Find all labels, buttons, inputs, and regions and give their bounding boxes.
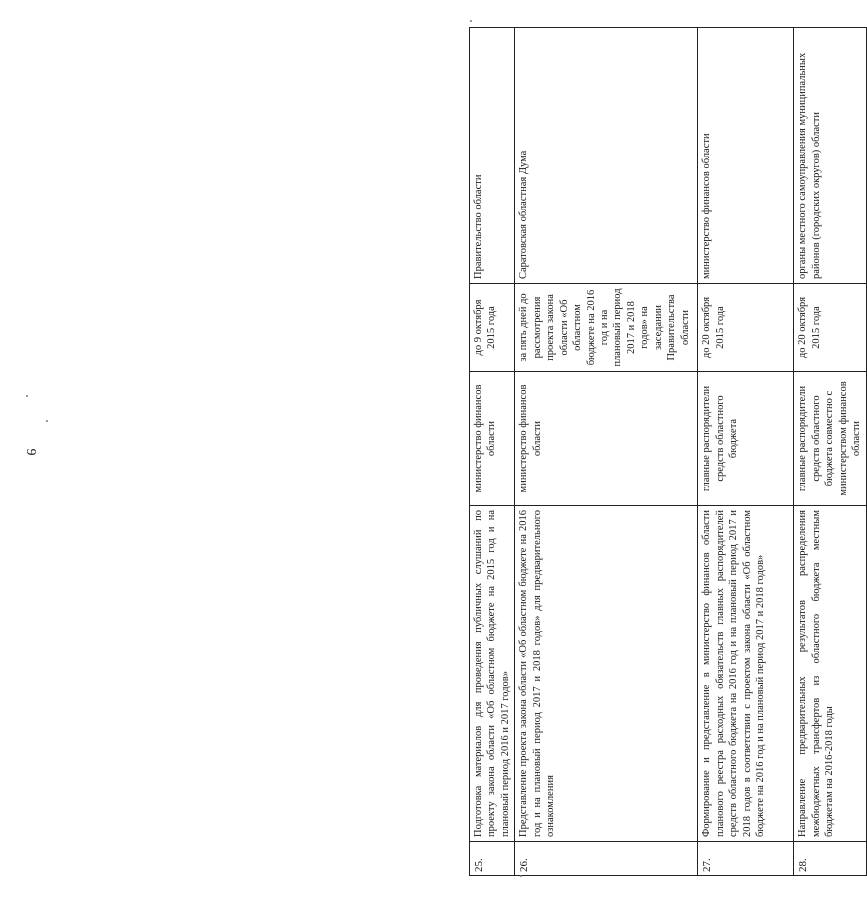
scan-speck [26,395,28,397]
table-row [470,28,515,876]
scan-speck [470,20,472,22]
page-number: 9 [23,448,38,456]
row-executor: главные распорядители средств областного бюджета совместно с министерством финансов области [794,372,867,506]
row-deadline: до 20 октября 2015 года [794,284,867,372]
row-number: 26. [515,842,698,876]
row-responsible: министерство финансов области [698,28,794,284]
row-description: Представление проекта закона области «Об областном бюджете на 2016 год и на плановый период 2017 и 2018 годов» для предварительного ознакомления [515,506,698,842]
plan-table [469,27,867,876]
table-row [515,28,698,876]
row-description: Подготовка материалов для проведения публичных слушаний по проекту закона области «Об областном бюджете на 2015 год и на плановый период 2016 и 2017 годов» [470,506,515,842]
table-row [698,28,794,876]
row-responsible: органы местного самоуправления муниципальных районов (городских округов) области [794,28,867,284]
row-number: 27. [698,842,794,876]
table-row [794,28,867,876]
row-executor: министерство финансов области [515,372,698,506]
row-description: Формирование и представление в министерство финансов области планового реестра расходных обязательств главных распорядителей средств областного бюджета на 2016 год и на плановый период 2017 и 2018 годов в соответствии с проектом закона области «Об областном бюджете на 2016 год и на плановый период 2017 и 2018 годов» [698,506,794,842]
row-deadline: до 9 октября 2015 года [470,284,515,372]
row-deadline: до 20 октября 2015 года [698,284,794,372]
row-description: Направление предварительных результатов распределения межбюджетных трансфертов из областного бюджета местным бюджетам на 2016-2018 годы [794,506,867,842]
scan-speck [46,420,48,422]
row-executor: министерство финансов области [470,372,515,506]
row-executor: главные распорядители средств областного бюджета [698,372,794,506]
rotated-table-wrapper [469,28,864,876]
scan-speck [520,875,522,877]
row-responsible: Саратовская областная Дума [515,28,698,284]
row-deadline: за пять дней до рассмотрения проекта закона области «Об областном бюджете на 2016 год и на плановый период 2017 и 2018 годов» на заседании Правительства области [515,284,698,372]
row-number: 25. [470,842,515,876]
row-number: 28. [794,842,867,876]
row-responsible: Правительство области [470,28,515,284]
